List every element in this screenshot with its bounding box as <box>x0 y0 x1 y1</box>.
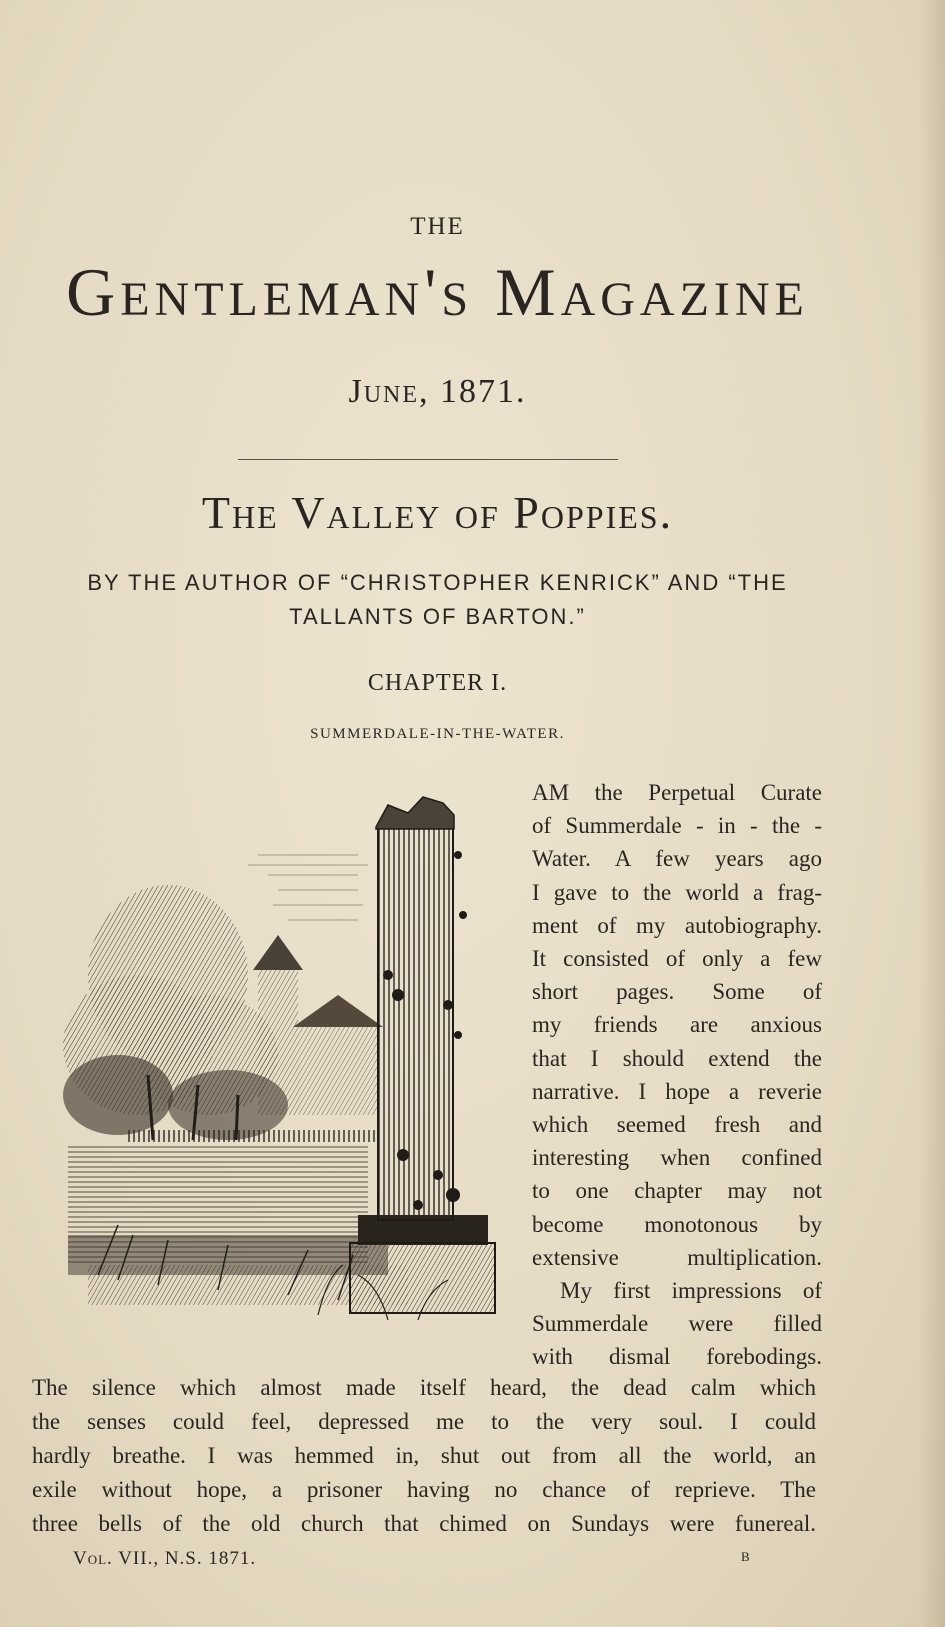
text-line: short pages. Some of <box>532 979 822 1005</box>
signature-mark: B <box>741 1549 750 1564</box>
text-line: narrative. I hope a reverie <box>532 1078 822 1104</box>
article-title: The Valley of Poppies. <box>201 487 674 538</box>
body-column <box>532 776 822 1374</box>
chapter-heading: CHAPTER I. <box>367 670 508 696</box>
engraving-broken-column-church-icon <box>58 795 513 1355</box>
text-line: ment of my autobiography. <box>532 912 822 938</box>
byline-line-1: BY THE AUTHOR OF “CHRISTOPHER KENRICK” AND “THE <box>87 570 788 595</box>
byline-line-2: TALLANTS OF BARTON.” <box>289 604 586 629</box>
byline <box>30 566 845 634</box>
text-line: extensive multiplication. <box>532 1244 822 1270</box>
text-line: my friends are anxious <box>532 1012 822 1038</box>
text-line: exile without hope, a prisoner having no chance of reprieve. The <box>32 1477 816 1502</box>
title-divider <box>238 459 618 460</box>
text-line: that I should extend the <box>532 1045 822 1071</box>
text-line: which seemed fresh and <box>532 1112 822 1138</box>
text-line: of Summerdale - in - the - <box>532 813 822 839</box>
text-line: AM the Perpetual Curate <box>532 780 822 805</box>
text-line: to one chapter may not <box>532 1178 822 1204</box>
text-line: My first impressions of <box>560 1278 822 1304</box>
text-line: I gave to the world a frag- <box>532 879 822 905</box>
chapter-subtitle: SUMMERDALE-IN-THE-WATER. <box>310 726 565 742</box>
text-line: the senses could feel, depressed me to the very soul. I could <box>32 1409 816 1434</box>
text-line: interesting when confined <box>532 1145 822 1171</box>
volume-footer: Vol. VII., N.S. 1871. <box>73 1548 257 1569</box>
text-line: hardly breathe. I was hemmed in, shut out from all the world, an <box>32 1443 816 1468</box>
magazine-title: Gentleman's Magazine <box>66 254 809 330</box>
text-line: become monotonous by <box>532 1211 822 1237</box>
text-line: The silence which almost made itself heard, the dead calm which <box>32 1375 816 1400</box>
body-full-width <box>32 1371 816 1541</box>
text-line: Water. A few years ago <box>532 846 822 872</box>
masthead-article: THE <box>410 213 465 240</box>
text-line: three bells of the old church that chimed on Sundays were funereal. <box>32 1511 816 1536</box>
text-line: It consisted of only a few <box>532 946 822 972</box>
text-line: with dismal forebodings. <box>532 1344 822 1370</box>
issue-date: June, 1871. <box>348 373 527 410</box>
text-line: Summerdale were filled <box>532 1311 822 1337</box>
